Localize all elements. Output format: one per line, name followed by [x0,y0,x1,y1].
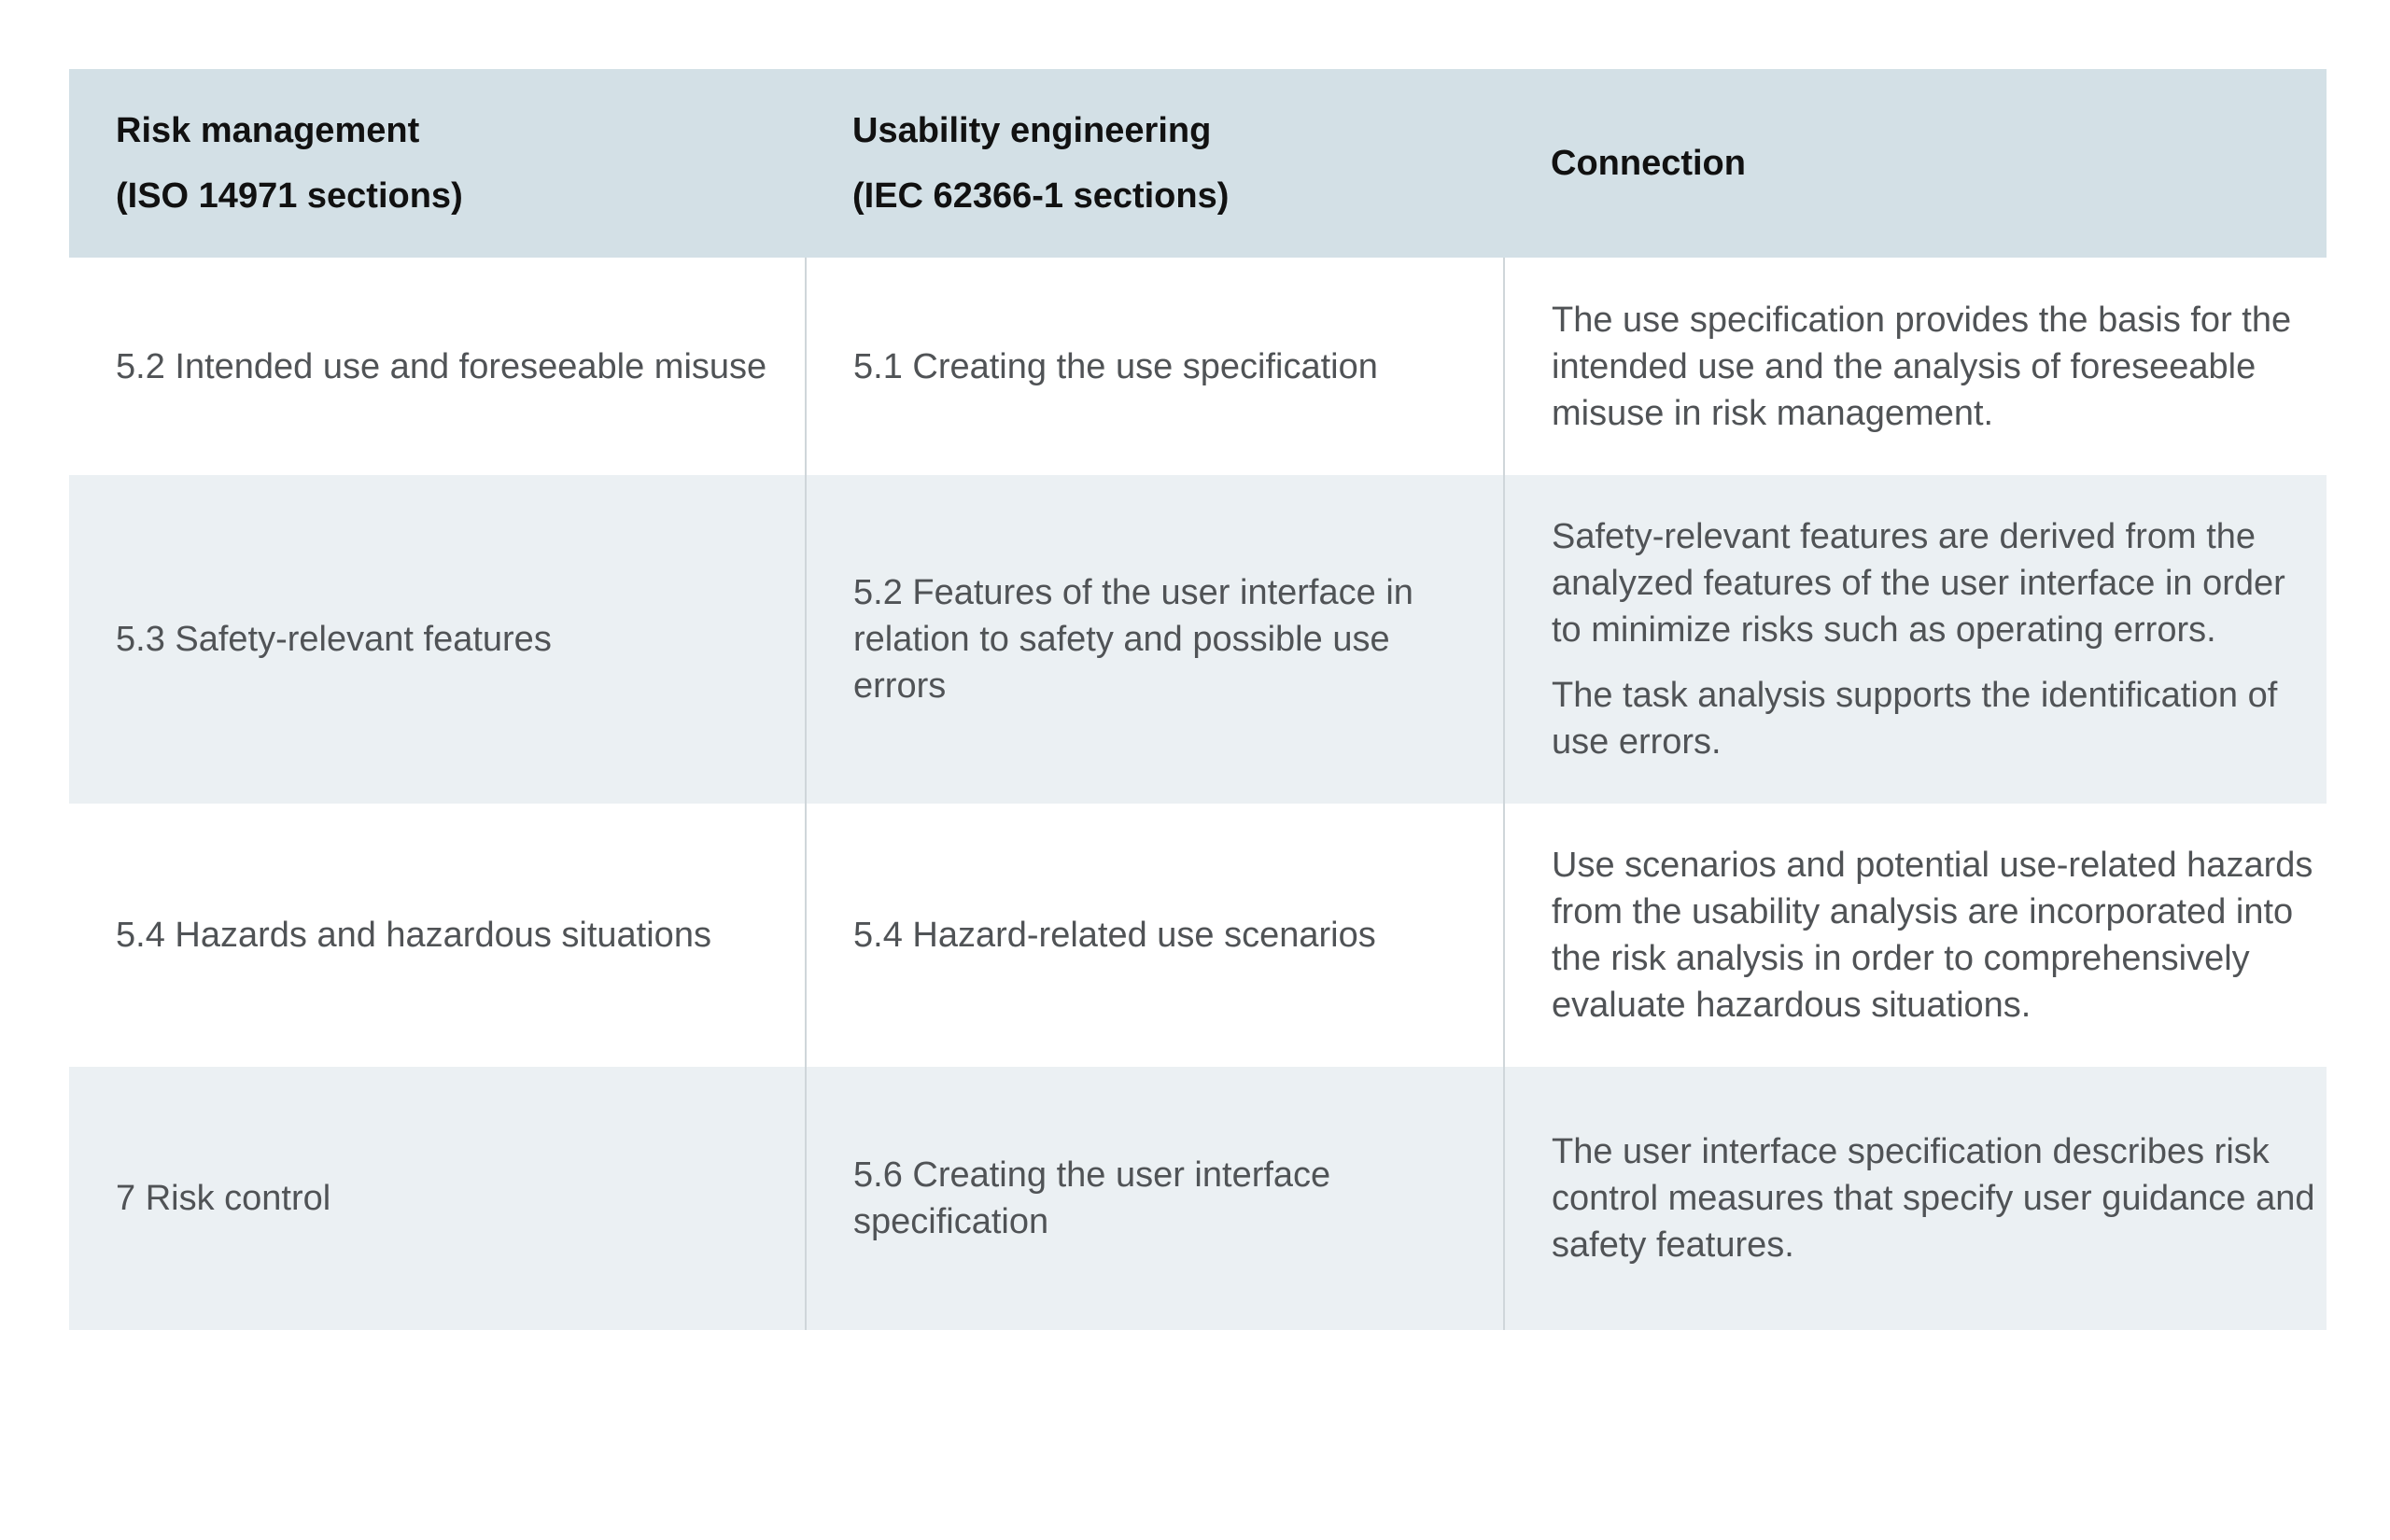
connection-line: the risk analysis in order to comprehensively [1552,939,2250,978]
connection-cell [1504,258,2327,475]
table-row [69,475,2327,804]
header-connection: Connection [1551,144,1746,183]
header-usability-subtitle: (IEC 62366-1 sections) [852,176,1230,216]
table-row [69,258,2327,475]
connection-line: to minimize risks such as operating errors. [1552,610,2216,650]
connection-paragraph [1552,1128,2327,1268]
usability-cell: 5.4 Hazard-related use scenarios [806,804,1504,1067]
connection-paragraph [1552,297,2327,437]
header-usability-engineering [806,69,1504,258]
connection-line: misuse in risk management. [1552,393,1994,433]
connection-line: The task analysis supports the identification of [1552,676,2278,715]
connection-line: use errors. [1552,722,1722,762]
header-risk-title: Risk management [116,111,420,150]
connection-paragraph [1552,672,2327,765]
connection-cell [1504,1067,2327,1330]
risk-cell: 7 Risk control [116,1179,331,1218]
connection-paragraph [1552,842,2327,1029]
connection-line: safety features. [1552,1225,1794,1265]
connection-line: Use scenarios and potential use-related hazards [1552,846,2313,885]
risk-cell: 5.3 Safety-relevant features [116,620,552,659]
usability-cell: 5.6 Creating the user interface specification [806,1067,1504,1330]
risk-cell: 5.2 Intended use and foreseeable misuse [116,346,767,386]
connection-line: from the usability analysis are incorporated into [1552,892,2294,931]
connection-line: control measures that specify user guidance and [1552,1179,2315,1218]
table-body [69,258,2327,1330]
connection-line: analyzed features of the user interface in order [1552,564,2285,603]
usability-cell: 5.2 Features of the user interface in relation to safety and possible use errors [806,475,1504,804]
header-row [69,69,2327,258]
table-row [69,1067,2327,1330]
connection-line: intended use and the analysis of foreseeable [1552,346,2256,386]
header-risk-management [69,69,806,258]
table-row [69,804,2327,1067]
standards-mapping-table [69,69,2327,1330]
connection-line: The user interface specification describes risk [1552,1132,2270,1171]
standards-mapping-table-container [69,69,2327,1330]
header-usability-title: Usability engineering [852,111,1212,150]
header-risk-subtitle: (ISO 14971 sections) [116,176,463,216]
connection-line: Safety-relevant features are derived from the [1552,517,2256,556]
usability-cell: 5.1 Creating the use specification [806,258,1504,475]
connection-cell [1504,804,2327,1067]
connection-line: The use specification provides the basis for the [1552,300,2292,340]
connection-cell [1504,475,2327,804]
risk-cell: 5.4 Hazards and hazardous situations [116,916,711,955]
connection-paragraph [1552,513,2327,653]
table-header [69,69,2327,258]
connection-line: evaluate hazardous situations. [1552,986,2032,1025]
